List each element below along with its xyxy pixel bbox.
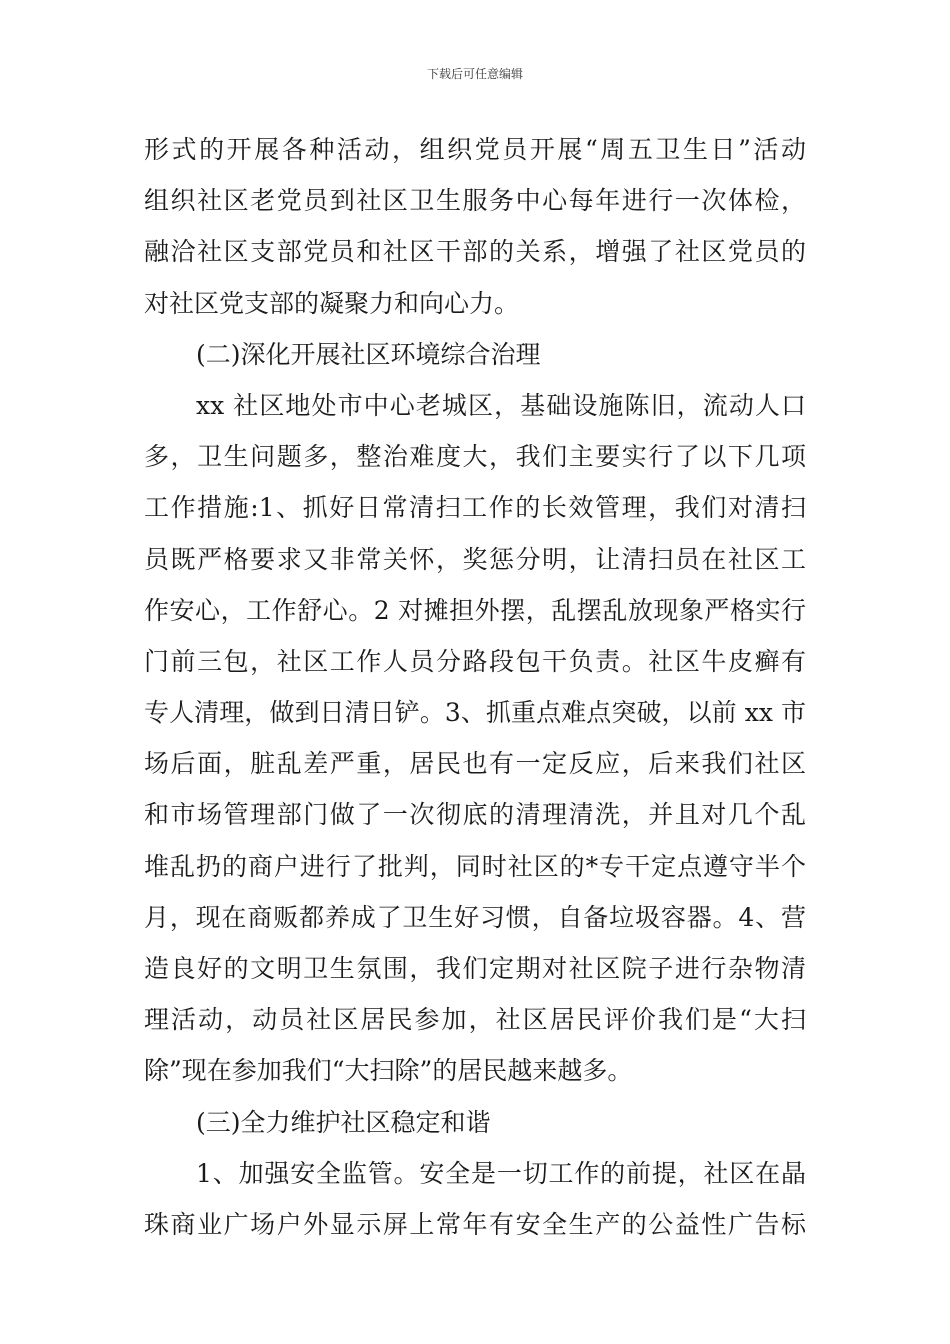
text-line: 融洽社区支部党员和社区干部的关系，增强了社区党员的	[144, 237, 806, 267]
text-line: 对社区党支部的凝聚力和向心力。	[144, 288, 520, 318]
text-line: 多，卫生问题多，整治难度大，我们主要实行了以下几项	[144, 442, 806, 472]
text-line: 珠商业广场户外显示屏上常年有安全生产的公益性广告标	[144, 1209, 806, 1239]
text-line: xx 社区地处市中心老城区，基础设施陈旧，流动人口	[196, 390, 806, 420]
text-line: 门前三包，社区工作人员分路段包干负责。社区牛皮癣有	[144, 646, 806, 676]
text-line: 形式的开展各种活动，组织党员开展“周五卫生日”活动	[144, 135, 806, 164]
text-line: 月，现在商贩都养成了卫生好习惯，自备垃圾容器。4、营	[144, 902, 806, 932]
text-line: 作安心，工作舒心。2 对摊担外摆，乱摆乱放现象严格实行	[144, 595, 806, 625]
document-body	[144, 124, 806, 1250]
text-line: 堆乱扔的商户进行了批判，同时社区的*专干定点遵守半个	[144, 851, 806, 881]
text-line: (三)全力维护社区稳定和谐	[196, 1107, 491, 1137]
text-line: 场后面，脏乱差严重，居民也有一定反应，后来我们社区	[144, 749, 806, 779]
text-line: 专人清理，做到日清日铲。3、抓重点难点突破，以前 xx 市	[144, 698, 806, 728]
page-header: 下载后可任意编辑	[426, 67, 523, 81]
text-line: 员既严格要求又非常关怀，奖惩分明，让清扫员在社区工	[144, 544, 806, 574]
text-line: 除”现在参加我们“大扫除”的居民越来越多。	[144, 1056, 633, 1086]
text-line: 和市场管理部门做了一次彻底的清理清洗，并且对几个乱	[144, 800, 806, 830]
text-line: 造良好的文明卫生氛围，我们定期对社区院子进行杂物清	[144, 954, 806, 983]
text-line: (二)深化开展社区环境综合治理	[196, 339, 541, 369]
text-line: 1、加强安全监管。安全是一切工作的前提，社区在晶	[196, 1158, 806, 1188]
text-line: 组织社区老党员到社区卫生服务中心每年进行一次体检，	[144, 186, 806, 216]
text-line: 理活动，动员社区居民参加，社区居民评价我们是“大扫	[144, 1005, 806, 1035]
text-line: 工作措施:1、抓好日常清扫工作的长效管理，我们对清扫	[144, 493, 806, 523]
